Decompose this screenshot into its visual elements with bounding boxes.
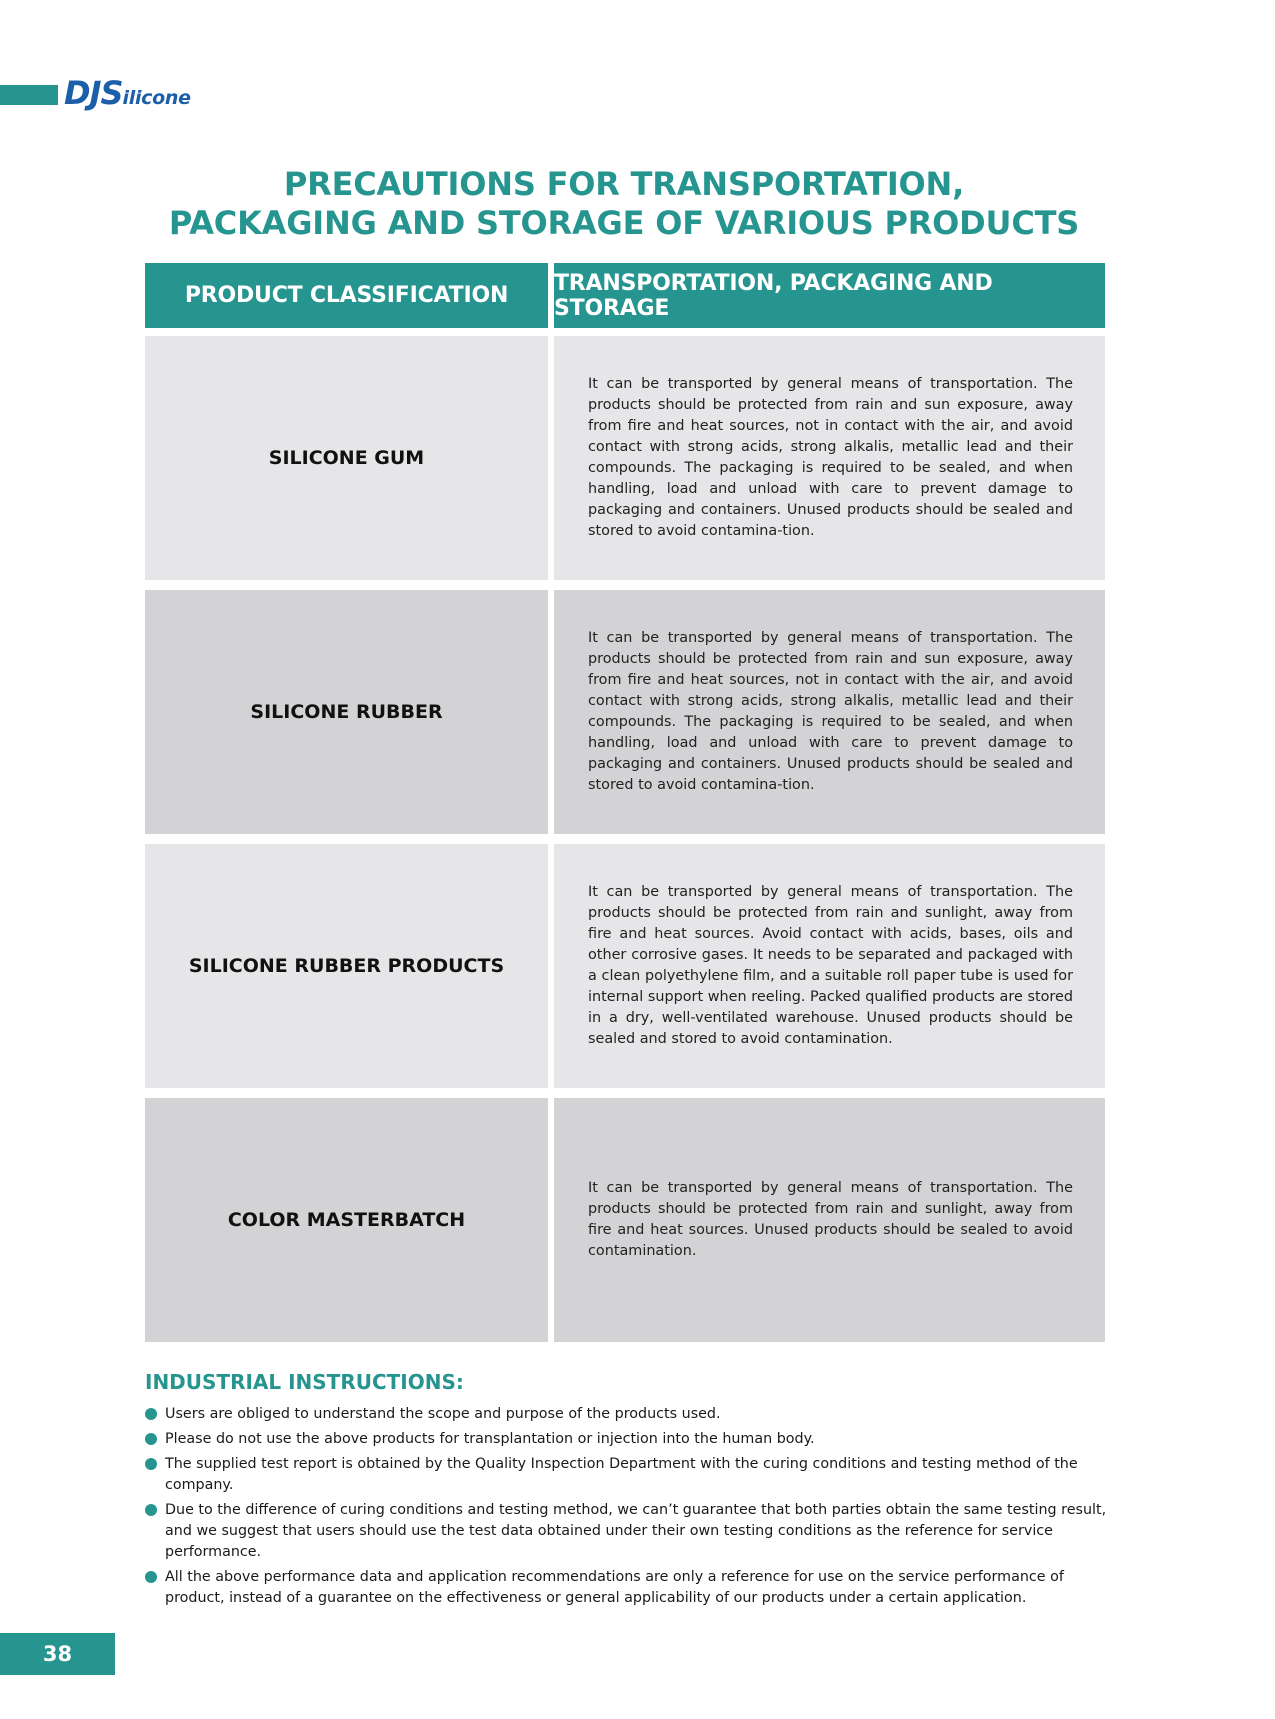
- header-transport-storage: TRANSPORTATION, PACKAGING AND STORAGE: [554, 263, 1105, 328]
- row-2-description-cell: [554, 590, 1105, 834]
- row-3-description-cell: [554, 844, 1105, 1088]
- instruction-text: Due to the difference of curing conditions and testing method, we can’t guarantee that both parties obtain the same testing result, and we suggest that users should use the test data obtained under their own testing conditions as the reference for service performance.: [165, 1502, 1107, 1560]
- bullet-dot-icon: [145, 1571, 157, 1583]
- instruction-text: All the above performance data and application recommendations are only a reference for use on the service performance of product, instead of a guarantee on the effectiveness or general applicability of our products under a certain application.: [165, 1569, 1064, 1606]
- instruction-text: The supplied test report is obtained by the Quality Inspection Department with the curing conditions and testing method of the company.: [165, 1456, 1078, 1493]
- product-name: COLOR MASTERBATCH: [227, 1209, 466, 1231]
- instruction-item: [145, 1567, 1125, 1609]
- product-description: It can be transported by general means of transportation. The products should be protected from rain and sunlight, away from fire and heat sources. Unused products should be sealed to avoid contamination.: [588, 1180, 1073, 1259]
- bullet-dot-icon: [145, 1504, 157, 1516]
- row-4-description-cell: [554, 1098, 1105, 1342]
- page-title: [0, 165, 1248, 243]
- instruction-item: [145, 1454, 1125, 1496]
- row-3-product-cell: [145, 844, 548, 1088]
- row-1-description-cell: [554, 336, 1105, 580]
- instruction-text: Please do not use the above products for transplantation or injection into the human body.: [165, 1431, 815, 1447]
- product-name: SILICONE RUBBER PRODUCTS: [188, 955, 505, 977]
- title-line-2: PACKAGING AND STORAGE OF VARIOUS PRODUCTS: [168, 204, 1080, 242]
- row-1-product-cell: [145, 336, 548, 580]
- brand-logo: [64, 74, 191, 112]
- title-line-1: PRECAUTIONS FOR TRANSPORTATION,: [283, 165, 965, 203]
- instruction-text: Users are obliged to understand the scope and purpose of the products used.: [165, 1406, 721, 1422]
- industrial-instructions-list: [145, 1404, 1125, 1613]
- product-name: SILICONE GUM: [268, 447, 425, 469]
- row-4-product-cell: [145, 1098, 548, 1342]
- product-name: SILICONE RUBBER: [250, 701, 443, 723]
- logo-main: DJS: [64, 74, 123, 112]
- header-product-classification: PRODUCT CLASSIFICATION: [145, 263, 548, 328]
- row-2-product-cell: [145, 590, 548, 834]
- bullet-dot-icon: [145, 1433, 157, 1445]
- product-description: It can be transported by general means of transportation. The products should be protected from rain and sunlight, away from fire and heat sources. Avoid contact with acids, bases, oils and other corrosive gases. It needs to be separated and packaged with a clean polyethylene film, and a suitable roll paper tube is used for internal support when reeling. Packed qualified products are stored in a dry, well-ventilated warehouse. Unused products should be sealed and stored to avoid contamination.: [588, 884, 1073, 1047]
- logo-accent-bar: [0, 85, 58, 105]
- bullet-dot-icon: [145, 1408, 157, 1420]
- instruction-item: [145, 1429, 1125, 1450]
- bullet-dot-icon: [145, 1458, 157, 1470]
- product-description: It can be transported by general means of transportation. The products should be protected from rain and sun exposure, away from fire and heat sources, not in contact with the air, and avoid contact with strong acids, strong alkalis, metallic lead and their compounds. The packaging is required to be sealed, and when handling, load and unload with care to prevent damage to packaging and containers. Unused products should be sealed and stored to avoid contamina-tion.: [588, 630, 1073, 793]
- product-description: It can be transported by general means of transportation. The products should be protected from rain and sun exposure, away from fire and heat sources, not in contact with the air, and avoid contact with strong acids, strong alkalis, metallic lead and their compounds. The packaging is required to be sealed, and when handling, load and unload with care to prevent damage to packaging and containers. Unused products should be sealed and stored to avoid contamina-tion.: [588, 376, 1073, 539]
- industrial-instructions-heading: INDUSTRIAL INSTRUCTIONS:: [145, 1370, 464, 1394]
- logo-sub: ilicone: [122, 87, 191, 109]
- page-number: 38: [0, 1633, 115, 1675]
- instruction-item: [145, 1500, 1125, 1563]
- instruction-item: [145, 1404, 1125, 1425]
